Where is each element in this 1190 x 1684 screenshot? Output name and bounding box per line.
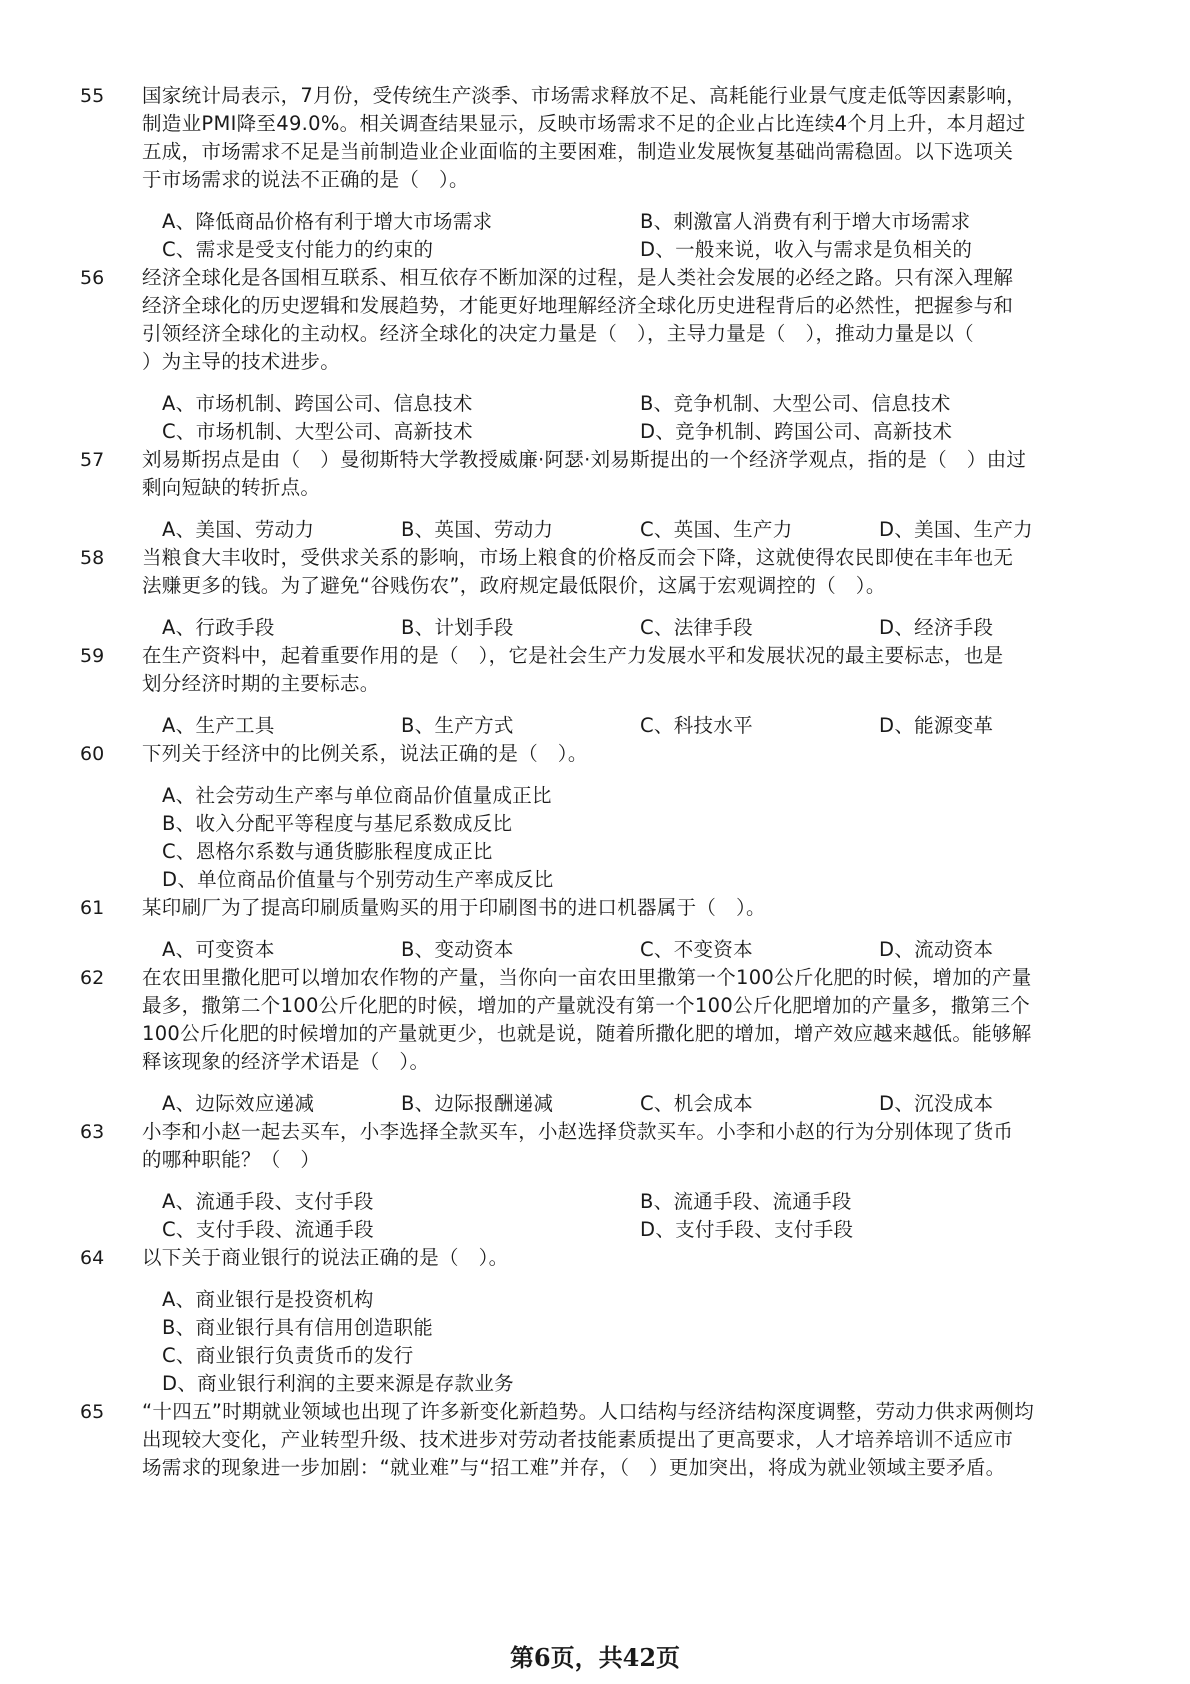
question-stem-line: 某印刷厂为了提高印刷质量购买的用于印刷图书的进口机器属于（ ）。 bbox=[142, 896, 766, 919]
question-number: 62 bbox=[80, 967, 105, 989]
question-stem-line: “十四五”时期就业领域也出现了许多新变化新趋势。人口结构与经济结构深度调整，劳动力供求两侧均 bbox=[142, 1400, 1035, 1423]
option-b: B、变动资本 bbox=[401, 938, 514, 961]
question-number: 61 bbox=[80, 897, 105, 919]
option-b: B、商业银行具有信用创造职能 bbox=[162, 1316, 434, 1339]
option-b: B、英国、劳动力 bbox=[401, 518, 554, 541]
question-number: 59 bbox=[80, 645, 105, 667]
question-stem-line: 在生产资料中，起着重要作用的是（ ），它是社会生产力发展水平和发展状况的最主要标志，也是 bbox=[142, 644, 1004, 667]
option-c: C、机会成本 bbox=[640, 1092, 753, 1115]
option-a: A、降低商品价格有利于增大市场需求 bbox=[162, 210, 493, 233]
question-stem-line: ）为主导的技术进步。 bbox=[142, 350, 341, 373]
question-stem-line: 下列关于经济中的比例关系，说法正确的是（ ）。 bbox=[142, 742, 588, 765]
option-b: B、竞争机制、大型公司、信息技术 bbox=[640, 392, 951, 415]
question-stem-line: 划分经济时期的主要标志。 bbox=[142, 672, 380, 695]
question-stem-line: 最多，撒第二个100公斤化肥的时候，增加的产量就没有第一个100公斤化肥增加的产量多，撒第三个 bbox=[142, 994, 1031, 1017]
option-d: D、商业银行利润的主要来源是存款业务 bbox=[162, 1372, 514, 1395]
option-d: D、经济手段 bbox=[879, 616, 994, 639]
question-stem-line: 经济全球化的历史逻辑和发展趋势，才能更好地理解经济全球化历史进程背后的必然性，把握参与和 bbox=[142, 294, 1014, 317]
option-d: D、单位商品价值量与个别劳动生产率成反比 bbox=[162, 868, 554, 891]
option-b: B、计划手段 bbox=[401, 616, 514, 639]
question-stem-line: 场需求的现象进一步加剧：“就业难”与“招工难”并存，（ ）更加突出，将成为就业领域主要矛盾。 bbox=[142, 1456, 1006, 1479]
option-a: A、市场机制、跨国公司、信息技术 bbox=[162, 392, 473, 415]
question-number: 60 bbox=[80, 743, 105, 765]
option-a: A、可变资本 bbox=[162, 938, 275, 961]
question-number: 57 bbox=[80, 449, 105, 471]
question-stem-line: 当粮食大丰收时，受供求关系的影响，市场上粮食的价格反而会下降，这就使得农民即使在丰年也无 bbox=[142, 546, 1014, 569]
question-stem-line: 小李和小赵一起去买车，小李选择全款买车，小赵选择贷款买车。小李和小赵的行为分别体现了货币 bbox=[142, 1120, 1014, 1143]
option-a: A、社会劳动生产率与单位商品价值量成正比 bbox=[162, 784, 552, 807]
option-c: C、科技水平 bbox=[640, 714, 753, 737]
question-number: 55 bbox=[80, 85, 105, 107]
option-b: B、边际报酬递减 bbox=[401, 1092, 554, 1115]
question-number: 56 bbox=[80, 267, 105, 289]
option-a: A、美国、劳动力 bbox=[162, 518, 315, 541]
question-stem-line: 制造业PMI降至49.0%。相关调查结果显示，反映市场需求不足的企业占比连续4个月上升，本月超过 bbox=[142, 112, 1026, 135]
question-stem-line: 的哪种职能？（ ） bbox=[142, 1148, 321, 1171]
option-b: B、流通手段、流通手段 bbox=[640, 1190, 852, 1213]
option-d: D、沉没成本 bbox=[879, 1092, 994, 1115]
option-b: B、生产方式 bbox=[401, 714, 514, 737]
question-stem-line: 剩向短缺的转折点。 bbox=[142, 476, 321, 499]
question-stem-line: 于市场需求的说法不正确的是（ ）。 bbox=[142, 168, 469, 191]
option-d: D、竞争机制、跨国公司、高新技术 bbox=[640, 420, 953, 443]
option-d: D、流动资本 bbox=[879, 938, 994, 961]
option-d: D、美国、生产力 bbox=[879, 518, 1033, 541]
option-b: B、刺激富人消费有利于增大市场需求 bbox=[640, 210, 971, 233]
option-c: C、法律手段 bbox=[640, 616, 753, 639]
question-stem-line: 出现较大变化，产业转型升级、技术进步对劳动者技能素质提出了更高要求，人才培养培训不适应市 bbox=[142, 1428, 1014, 1451]
option-c: C、支付手段、流通手段 bbox=[162, 1218, 374, 1241]
question-number: 64 bbox=[80, 1247, 105, 1269]
question-stem-line: 国家统计局表示，7月份，受传统生产淡季、市场需求释放不足、高耗能行业景气度走低等因素影响， bbox=[142, 84, 1026, 107]
question-number: 63 bbox=[80, 1121, 105, 1143]
question-stem-line: 在农田里撒化肥可以增加农作物的产量，当你向一亩农田里撒第一个100公斤化肥的时候，增加的产量 bbox=[142, 966, 1032, 989]
page-footer: 第6页，共42页 bbox=[509, 1643, 681, 1672]
option-d: D、支付手段、支付手段 bbox=[640, 1218, 854, 1241]
option-a: A、流通手段、支付手段 bbox=[162, 1190, 374, 1213]
question-stem-line: 释该现象的经济学术语是（ ）。 bbox=[142, 1050, 430, 1073]
option-c: C、需求是受支付能力的约束的 bbox=[162, 238, 434, 261]
option-c: C、商业银行负责货币的发行 bbox=[162, 1344, 414, 1367]
option-c: C、英国、生产力 bbox=[640, 518, 793, 541]
option-a: A、行政手段 bbox=[162, 616, 275, 639]
option-d: D、能源变革 bbox=[879, 714, 994, 737]
question-stem-line: 100公斤化肥的时候增加的产量就更少，也就是说，随着所撒化肥的增加，增产效应越来越低。能够解 bbox=[142, 1022, 1032, 1045]
option-b: B、收入分配平等程度与基尼系数成反比 bbox=[162, 812, 513, 835]
option-a: A、边际效应递减 bbox=[162, 1092, 315, 1115]
question-stem-line: 五成，市场需求不足是当前制造业企业面临的主要困难，制造业发展恢复基础尚需稳固。以下选项关 bbox=[142, 140, 1014, 163]
option-a: A、生产工具 bbox=[162, 714, 275, 737]
option-c: C、恩格尔系数与通货膨胀程度成正比 bbox=[162, 840, 493, 863]
question-stem-line: 法赚更多的钱。为了避免“谷贱伤农”，政府规定最低限价，这属于宏观调控的（ ）。 bbox=[142, 574, 886, 597]
option-d: D、一般来说，收入与需求是负相关的 bbox=[640, 238, 973, 261]
question-number: 58 bbox=[80, 547, 105, 569]
question-stem-line: 经济全球化是各国相互联系、相互依存不断加深的过程，是人类社会发展的必经之路。只有深入理解 bbox=[142, 266, 1014, 289]
question-number: 65 bbox=[80, 1401, 105, 1423]
question-stem-line: 刘易斯拐点是由（ ）曼彻斯特大学教授威廉·阿瑟·刘易斯提出的一个经济学观点，指的是（ ）由过 bbox=[142, 448, 1027, 471]
option-c: C、市场机制、大型公司、高新技术 bbox=[162, 420, 473, 443]
option-c: C、不变资本 bbox=[640, 938, 753, 961]
question-stem-line: 以下关于商业银行的说法正确的是（ ）。 bbox=[142, 1246, 509, 1269]
option-a: A、商业银行是投资机构 bbox=[162, 1288, 374, 1311]
question-stem-line: 引领经济全球化的主动权。经济全球化的决定力量是（ ），主导力量是（ ），推动力量是以（ bbox=[142, 322, 974, 345]
